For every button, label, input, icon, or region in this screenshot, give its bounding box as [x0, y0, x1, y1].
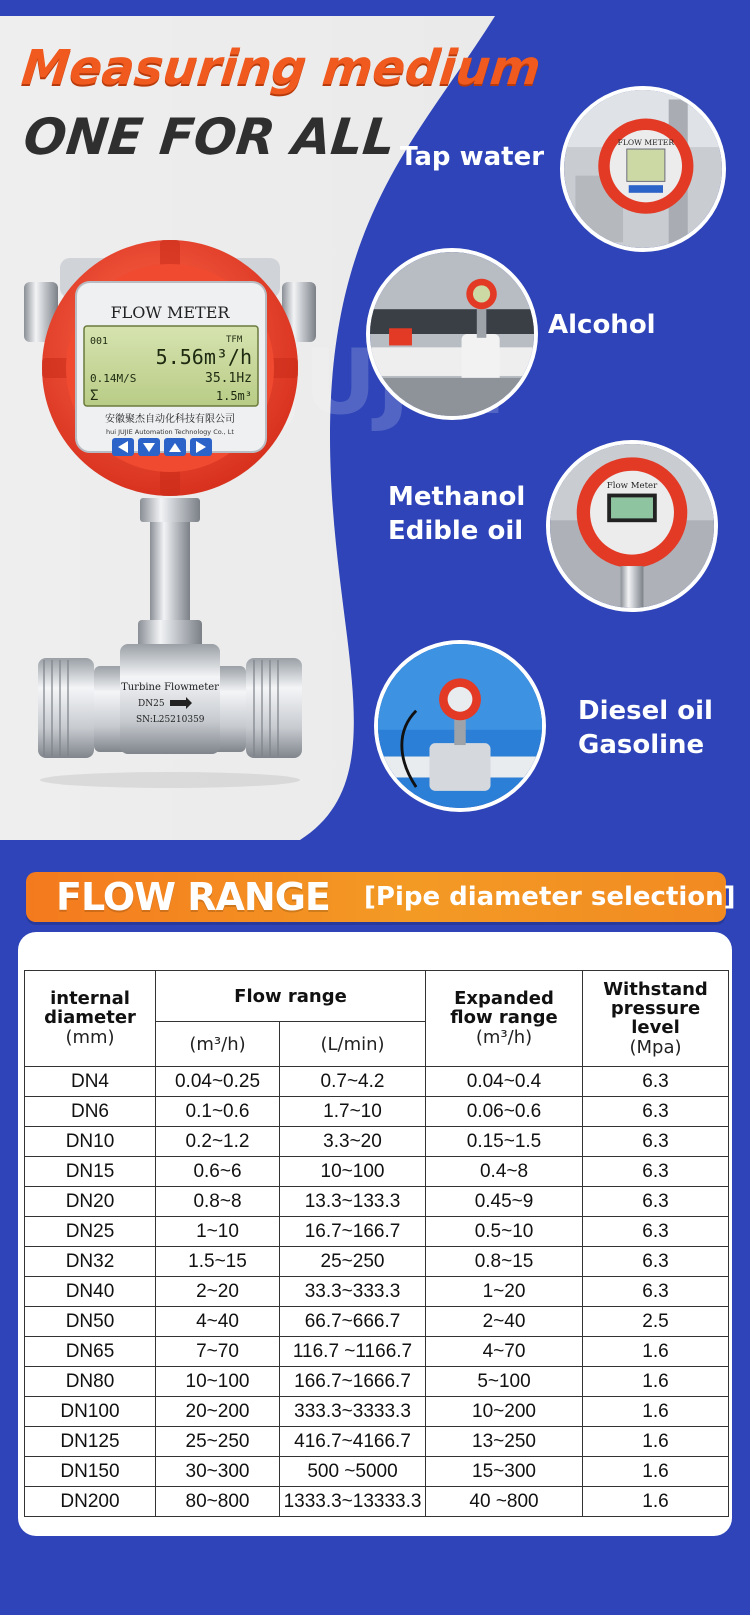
cell-pressure: 6.3 — [583, 1097, 729, 1127]
cell-pressure: 1.6 — [583, 1487, 729, 1517]
cell-flow-m3h: 25~250 — [156, 1427, 280, 1457]
flow-range-table — [24, 970, 729, 1517]
table-row — [25, 1217, 729, 1247]
diesel-gasoline-photo — [374, 640, 546, 812]
cell-flow-lmin: 0.7~4.2 — [280, 1067, 426, 1097]
header-flow-range: Flow range — [156, 971, 426, 1022]
cell-expanded: 1~20 — [426, 1277, 583, 1307]
table-row — [25, 1247, 729, 1277]
cell-flow-lmin: 25~250 — [280, 1247, 426, 1277]
svg-text:1.5m³: 1.5m³ — [215, 389, 252, 403]
cell-expanded: 5~100 — [426, 1367, 583, 1397]
header-internal-diameter: internal diameter (mm) — [25, 971, 156, 1067]
cell-expanded: 4~70 — [426, 1337, 583, 1367]
cell-flow-m3h: 2~20 — [156, 1277, 280, 1307]
table-row — [25, 1367, 729, 1397]
banner-subtitle: [Pipe diameter selection] — [364, 882, 736, 912]
cell-flow-m3h: 80~800 — [156, 1487, 280, 1517]
cell-diameter: DN200 — [25, 1487, 156, 1517]
table-body — [25, 1067, 729, 1517]
cell-pressure: 6.3 — [583, 1067, 729, 1097]
medium-label-alcohol: Alcohol — [548, 310, 656, 340]
header-expanded-flow-range: Expanded flow range (m³/h) — [426, 971, 583, 1067]
table-row — [25, 1457, 729, 1487]
cell-diameter: DN32 — [25, 1247, 156, 1277]
table-row — [25, 1277, 729, 1307]
cell-pressure: 6.3 — [583, 1157, 729, 1187]
cell-pressure: 1.6 — [583, 1457, 729, 1487]
cell-expanded: 0.04~0.4 — [426, 1067, 583, 1097]
cell-pressure: 6.3 — [583, 1217, 729, 1247]
cell-flow-m3h: 1~10 — [156, 1217, 280, 1247]
svg-text:35.1Hz: 35.1Hz — [205, 371, 252, 386]
cell-diameter: DN4 — [25, 1067, 156, 1097]
cell-flow-lmin: 3.3~20 — [280, 1127, 426, 1157]
cell-expanded: 0.5~10 — [426, 1217, 583, 1247]
flow-meter-image — [20, 240, 330, 800]
cell-pressure: 6.3 — [583, 1277, 729, 1307]
header-unit-lmin: (L/min) — [280, 1022, 426, 1067]
cell-pressure: 6.3 — [583, 1247, 729, 1277]
svg-text:DN25: DN25 — [138, 699, 165, 709]
cell-pressure: 6.3 — [583, 1187, 729, 1217]
cell-flow-lmin: 333.3~3333.3 — [280, 1397, 426, 1427]
cell-diameter: DN125 — [25, 1427, 156, 1457]
medium-label-tap-water: Tap water — [400, 142, 545, 172]
headline-measuring-medium: Measuring medium — [19, 40, 544, 96]
svg-text:001: 001 — [90, 336, 109, 347]
cell-flow-lmin: 10~100 — [280, 1157, 426, 1187]
cell-expanded: 0.06~0.6 — [426, 1097, 583, 1127]
cell-diameter: DN65 — [25, 1337, 156, 1367]
spec-table-card — [18, 932, 732, 1536]
cell-pressure: 2.5 — [583, 1307, 729, 1337]
table-row — [25, 1307, 729, 1337]
cell-diameter: DN15 — [25, 1157, 156, 1187]
tap-water-photo — [560, 86, 726, 252]
cell-flow-lmin: 16.7~166.7 — [280, 1217, 426, 1247]
cell-flow-m3h: 0.8~8 — [156, 1187, 280, 1217]
cell-diameter: DN150 — [25, 1457, 156, 1487]
table-row — [25, 1427, 729, 1457]
cell-pressure: 1.6 — [583, 1337, 729, 1367]
cell-flow-lmin: 116.7 ~1166.7 — [280, 1337, 426, 1367]
cell-pressure: 1.6 — [583, 1397, 729, 1427]
cell-diameter: DN100 — [25, 1397, 156, 1427]
cell-flow-m3h: 0.2~1.2 — [156, 1127, 280, 1157]
svg-text:TFM: TFM — [226, 335, 243, 345]
medium-label-diesel-gasoline: Diesel oil Gasoline — [578, 696, 713, 760]
cell-flow-lmin: 33.3~333.3 — [280, 1277, 426, 1307]
cell-flow-m3h: 4~40 — [156, 1307, 280, 1337]
svg-text:hui JUJIE Automation Technolog: hui JUJIE Automation Technology Co., Lt — [106, 428, 234, 436]
svg-text:Σ: Σ — [90, 388, 99, 404]
table-row — [25, 1097, 729, 1127]
cell-expanded: 0.15~1.5 — [426, 1127, 583, 1157]
table-row — [25, 1397, 729, 1427]
cell-expanded: 15~300 — [426, 1457, 583, 1487]
cell-flow-m3h: 0.6~6 — [156, 1157, 280, 1187]
cell-flow-lmin: 13.3~133.3 — [280, 1187, 426, 1217]
cell-expanded: 40 ~800 — [426, 1487, 583, 1517]
cell-diameter: DN10 — [25, 1127, 156, 1157]
cell-flow-m3h: 0.1~0.6 — [156, 1097, 280, 1127]
cell-flow-m3h: 10~100 — [156, 1367, 280, 1397]
cell-flow-m3h: 1.5~15 — [156, 1247, 280, 1277]
methanol-edible-oil-photo — [546, 440, 718, 612]
cell-flow-lmin: 66.7~666.7 — [280, 1307, 426, 1337]
svg-text:FLOW METER: FLOW METER — [110, 303, 230, 322]
cell-diameter: DN6 — [25, 1097, 156, 1127]
bottom-strip — [0, 1548, 750, 1615]
cell-flow-lmin: 500 ~5000 — [280, 1457, 426, 1487]
table-row — [25, 1487, 729, 1517]
headline-one-for-all: ONE FOR ALL — [20, 108, 398, 166]
svg-text:0.14M/S: 0.14M/S — [90, 372, 137, 385]
cell-expanded: 0.8~15 — [426, 1247, 583, 1277]
cell-pressure: 1.6 — [583, 1367, 729, 1397]
cell-flow-m3h: 30~300 — [156, 1457, 280, 1487]
table-row — [25, 1127, 729, 1157]
cell-expanded: 10~200 — [426, 1397, 583, 1427]
cell-flow-m3h: 0.04~0.25 — [156, 1067, 280, 1097]
header-withstand-pressure: Withstand pressure level (Mpa) — [583, 971, 729, 1067]
cell-pressure: 6.3 — [583, 1127, 729, 1157]
svg-text:安徽聚杰自动化科技有限公司: 安徽聚杰自动化科技有限公司 — [105, 414, 235, 425]
cell-diameter: DN25 — [25, 1217, 156, 1247]
cell-diameter: DN50 — [25, 1307, 156, 1337]
cell-flow-lmin: 166.7~1666.7 — [280, 1367, 426, 1397]
cell-flow-lmin: 1333.3~13333.3 — [280, 1487, 426, 1517]
header-unit-m3h: (m³/h) — [156, 1022, 280, 1067]
svg-text:Turbine Flowmeter: Turbine Flowmeter — [121, 682, 219, 693]
cell-expanded: 2~40 — [426, 1307, 583, 1337]
cell-pressure: 1.6 — [583, 1427, 729, 1457]
svg-text:SN:L25210359: SN:L25210359 — [136, 715, 205, 725]
cell-flow-m3h: 7~70 — [156, 1337, 280, 1367]
table-row — [25, 1067, 729, 1097]
cell-expanded: 0.4~8 — [426, 1157, 583, 1187]
svg-text:FLOW METER: FLOW METER — [617, 138, 675, 148]
cell-expanded: 0.45~9 — [426, 1187, 583, 1217]
cell-diameter: DN20 — [25, 1187, 156, 1217]
table-row — [25, 1187, 729, 1217]
table-row — [25, 1157, 729, 1187]
cell-diameter: DN40 — [25, 1277, 156, 1307]
cell-diameter: DN80 — [25, 1367, 156, 1397]
cell-flow-lmin: 416.7~4166.7 — [280, 1427, 426, 1457]
svg-text:Flow Meter: Flow Meter — [606, 480, 658, 491]
cell-expanded: 13~250 — [426, 1427, 583, 1457]
banner-title: FLOW RANGE — [56, 875, 330, 919]
table-row — [25, 1337, 729, 1367]
cell-flow-lmin: 1.7~10 — [280, 1097, 426, 1127]
flow-range-banner — [26, 872, 736, 922]
medium-label-methanol-edible-oil: Methanol Edible oil — [388, 482, 526, 546]
svg-text:5.56m³/h: 5.56m³/h — [155, 345, 252, 369]
alcohol-photo — [366, 248, 538, 420]
cell-flow-m3h: 20~200 — [156, 1397, 280, 1427]
